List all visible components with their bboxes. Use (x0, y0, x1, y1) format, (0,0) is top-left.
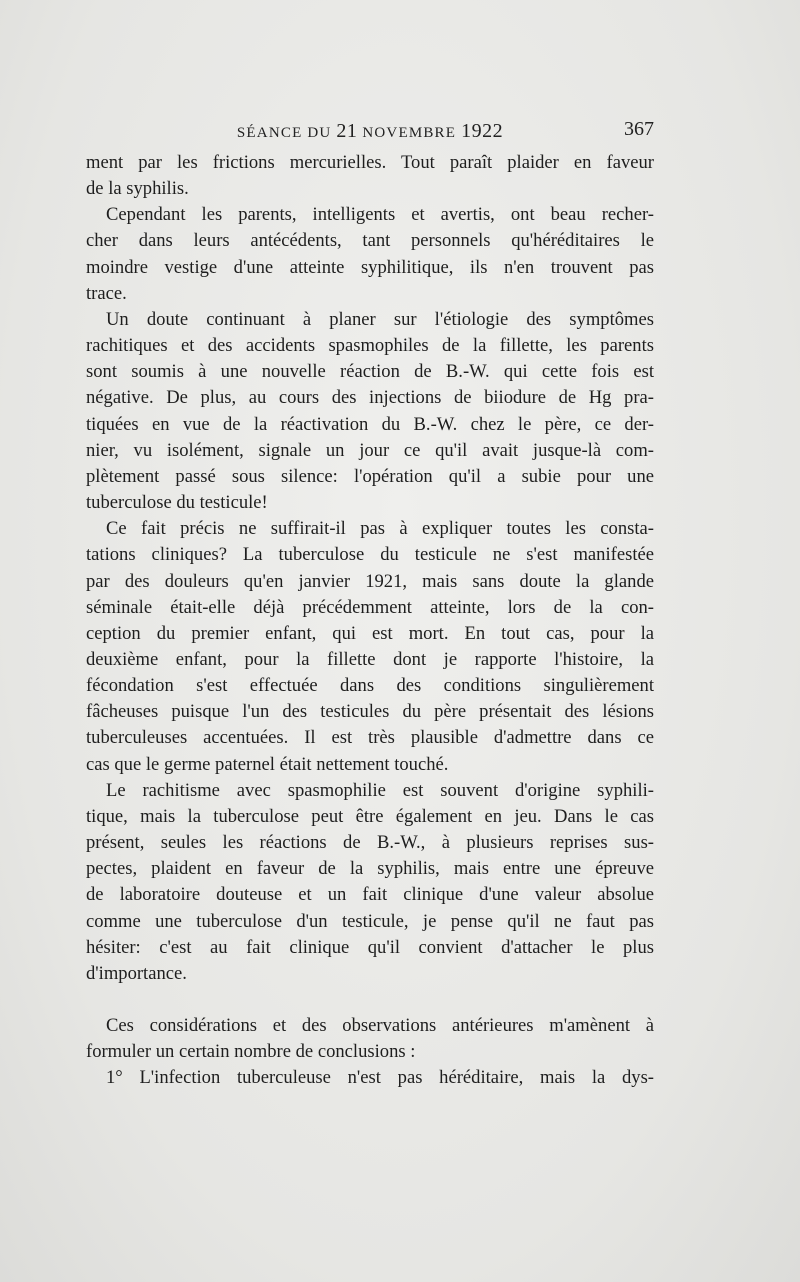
text-line: d'importance. (86, 962, 187, 984)
text-line: rachitiques et des accidents spasmophiles de la fillette, les parents (86, 335, 654, 357)
text-line: Un doute continuant à planer sur l'étiologie des symptômes (106, 308, 654, 330)
text-line: Ce fait précis ne suffirait-il pas à expliquer toutes les consta- (106, 518, 654, 540)
text-line: Ces considérations et des observations antérieures m'amènent à (106, 1015, 654, 1036)
text-line: cas que le germe paternel était nettement touché. (86, 753, 449, 775)
text-line: hésiter: c'est au fait clinique qu'il convient d'attacher le plus (86, 936, 654, 958)
text-line: deuxième enfant, pour la fillette dont je rapporte l'histoire, la (86, 648, 654, 670)
text-line: négative. De plus, au cours des injections de biiodure de Hg pra- (86, 387, 654, 409)
text-line: fâcheuses puisque l'un des testicules du père présentait des lésions (86, 701, 654, 723)
page-number: 367 (624, 118, 654, 140)
text-line: tiquées en vue de la réactivation du B.-W. chez le père, ce der- (86, 413, 654, 435)
running-title-month: NOVEMBRE (362, 125, 457, 141)
running-title-year: 1922 (461, 120, 504, 142)
text-line: ception du premier enfant, qui est mort. En tout cas, pour la (86, 622, 654, 644)
text-line: cher dans leurs antécédents, tant personnels qu'héréditaires le (86, 230, 654, 252)
body-text (86, 150, 654, 1091)
text-line: trace. (86, 282, 127, 304)
text-line: tuberculose du testicule! (86, 492, 268, 514)
running-head (86, 118, 654, 146)
text-line: de la syphilis. (86, 178, 189, 200)
text-line: pectes, plaident en faveur de la syphilis, mais entre une épreuve (86, 858, 654, 880)
text-line: 1° L'infection tuberculeuse n'est pas héréditaire, mais la dys- (106, 1067, 654, 1089)
running-title (86, 120, 654, 143)
text-line: tique, mais la tuberculose peut être également en jeu. Dans le cas (86, 805, 654, 827)
text-line: tations cliniques? La tuberculose du testicule ne s'est manifestée (86, 544, 654, 566)
text-line: formuler un certain nombre de conclusions : (86, 1041, 416, 1063)
text-line: nier, vu isolément, signale un jour ce qu'il avait jusque-là com- (86, 439, 654, 461)
text-line: ment par les frictions mercurielles. Tout paraît plaider en faveur (86, 152, 654, 173)
text-line: tuberculeuses accentuées. Il est très plausible d'admettre dans ce (86, 727, 654, 749)
text-line: Le rachitisme avec spasmophilie est souvent d'origine syphili- (106, 779, 654, 801)
text-line: moindre vestige d'une atteinte syphilitique, ils n'en trouvent pas (86, 256, 654, 278)
paragraph-gap (86, 987, 654, 1013)
text-line: fécondation s'est effectuée dans des conditions singulièrement (86, 675, 654, 697)
text-line: de laboratoire douteuse et un fait clinique d'une valeur absolue (86, 884, 654, 906)
text-line: plètement passé sous silence: l'opération qu'il a subie pour une (86, 465, 654, 487)
text-line: présent, seules les réactions de B.-W., à plusieurs reprises sus- (86, 832, 654, 854)
text-line: par des douleurs qu'en janvier 1921, mais sans doute la glande (86, 570, 654, 592)
text-line: Cependant les parents, intelligents et avertis, ont beau recher- (106, 204, 654, 226)
text-line: sont soumis à une nouvelle réaction de B.-W. qui cette fois est (86, 361, 654, 383)
running-title-day: 21 (336, 120, 358, 142)
text-line: comme une tuberculose d'un testicule, je pense qu'il ne faut pas (86, 910, 654, 932)
running-title-prefix: SÉANCE DU (236, 125, 332, 141)
text-line: séminale était-elle déjà précédemment atteinte, lors de la con- (86, 596, 654, 618)
